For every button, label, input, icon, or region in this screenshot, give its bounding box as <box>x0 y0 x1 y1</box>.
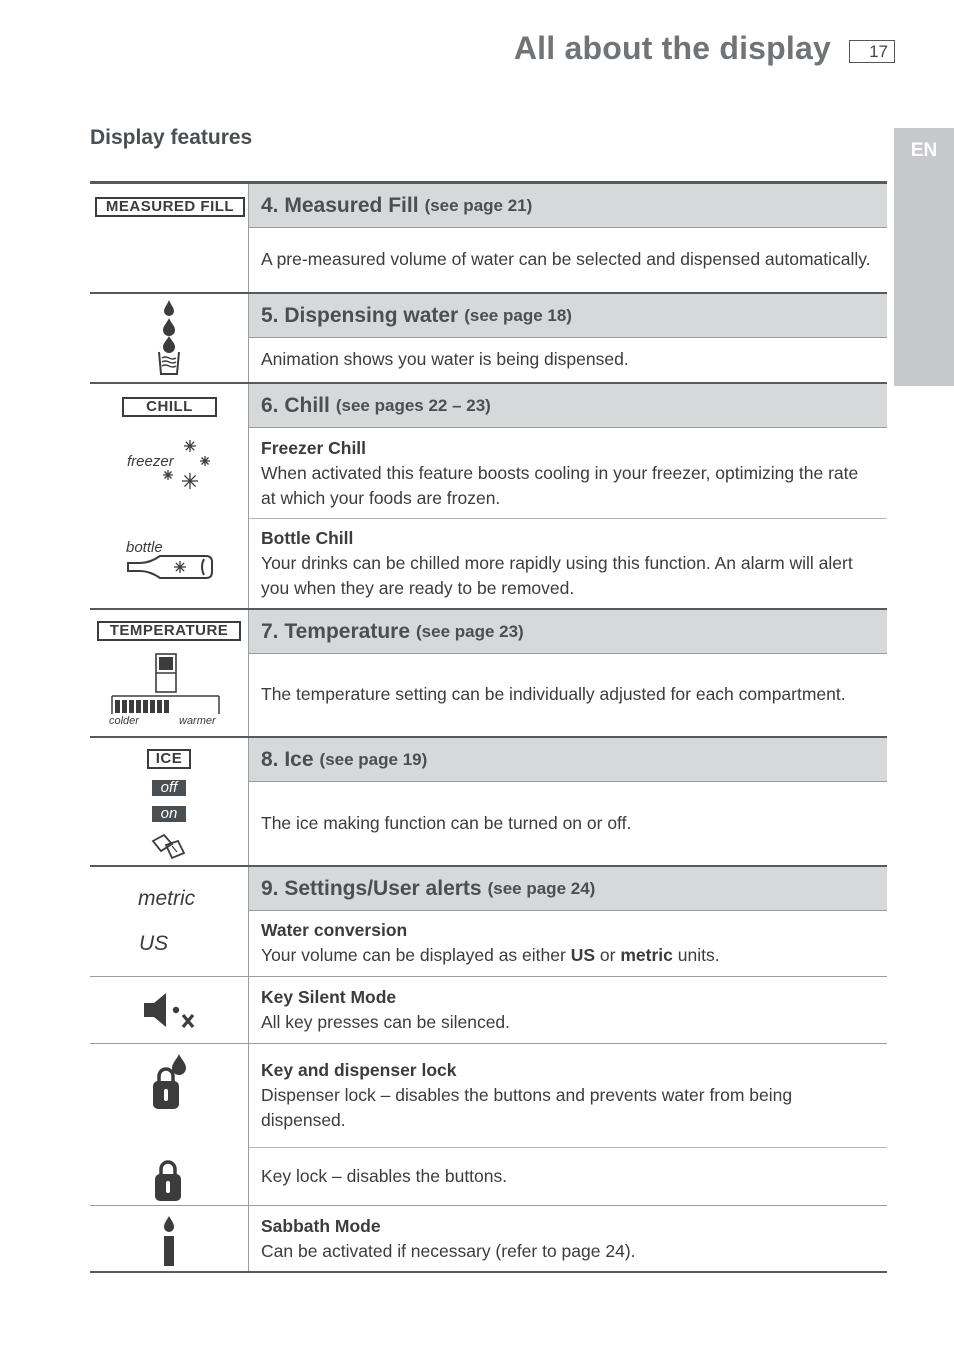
scale-colder-label: colder <box>109 715 139 727</box>
metric-unit-icon: metric <box>138 887 196 910</box>
measured-fill-icon-cell <box>90 184 249 292</box>
dispenser-lock-text: Dispenser lock – disables the buttons and prevents water from being dispensed. <box>261 1085 793 1130</box>
display-features-table <box>90 181 887 1273</box>
feature-temperature <box>90 610 887 738</box>
settings-title: 9. Settings/User alerts <box>261 876 482 900</box>
dispensing-heading <box>249 294 887 338</box>
chill-ref: (see pages 22 – 23) <box>335 395 491 415</box>
ice-heading <box>249 738 887 782</box>
sabbath-text: Can be activated if necessary (refer to page 24). <box>261 1241 636 1261</box>
sabbath-subtitle: Sabbath Mode <box>261 1216 381 1236</box>
ice-on-indicator: on <box>152 806 186 822</box>
water-conversion-block <box>249 911 887 975</box>
freezer-chill-subtitle: Freezer Chill <box>261 437 367 458</box>
measured-fill-label-icon: MEASURED FILL <box>95 197 245 217</box>
feature-lock <box>90 1044 887 1206</box>
settings-icon-cell <box>90 867 249 976</box>
ice-title: 8. Ice <box>261 747 314 771</box>
settings-heading <box>249 867 887 911</box>
temperature-text: The temperature setting can be individually adjusted for each compartment. <box>261 684 846 704</box>
bottle-icon-label: bottle <box>126 539 163 556</box>
ice-text: The ice making function can be turned on or off. <box>261 812 632 833</box>
water-conversion-text: Your volume can be displayed as either US or metric units. <box>261 945 720 965</box>
lock-icon-cell <box>90 1044 249 1205</box>
key-lock-text: Key lock – disables the buttons. <box>249 1147 887 1205</box>
ice-ref: (see page 19) <box>319 749 428 769</box>
measured-fill-text: A pre-measured volume of water can be selected and dispensed automatically. <box>261 249 871 269</box>
temperature-heading <box>249 610 887 654</box>
language-tab: EN <box>894 128 954 386</box>
temperature-ref: (see page 23) <box>416 621 524 641</box>
feature-ice <box>90 738 887 867</box>
snowflakes-icon <box>158 436 214 492</box>
feature-settings <box>90 867 887 977</box>
dispensing-ref: (see page 18) <box>464 305 572 325</box>
settings-ref: (see page 24) <box>487 878 596 898</box>
measured-fill-ref: (see page 21) <box>424 195 533 215</box>
dispenser-lock-block <box>249 1044 887 1147</box>
candle-icon <box>159 1214 179 1268</box>
temperature-icon-cell <box>90 610 249 736</box>
ice-off-indicator: off <box>152 780 186 796</box>
water-drops-glass-icon <box>154 298 184 378</box>
sabbath-icon-cell <box>90 1206 249 1271</box>
key-silent-subtitle: Key Silent Mode <box>261 987 397 1007</box>
freezer-icon-label: freezer <box>127 453 174 470</box>
us-unit-icon: US <box>139 932 169 955</box>
measured-fill-heading <box>249 184 887 228</box>
feature-sabbath <box>90 1206 887 1273</box>
lock-subtitle: Key and dispenser lock <box>261 1060 457 1080</box>
ice-cubes-icon <box>150 832 188 862</box>
speaker-muted-icon <box>142 991 198 1031</box>
bottle-chill-text: Your drinks can be chilled more rapidly using this function. An alarm will alert you when they are ready to be removed. <box>261 553 853 598</box>
key-silent-block <box>249 977 887 1043</box>
scale-warmer-label: warmer <box>179 715 216 727</box>
page-number: 17 <box>849 40 895 63</box>
dispensing-text: Animation shows you water is being dispensed. <box>261 349 629 369</box>
feature-measured-fill <box>90 184 887 294</box>
temperature-label-icon: TEMPERATURE <box>97 621 241 641</box>
dispensing-title: 5. Dispensing water <box>261 303 459 327</box>
freezer-chill-block <box>249 428 887 518</box>
chill-title: 6. Chill <box>261 393 330 417</box>
feature-key-silent <box>90 977 887 1044</box>
bottle-chill-subtitle: Bottle Chill <box>261 528 354 548</box>
dispensing-icon-cell <box>90 294 249 382</box>
ice-label-icon: ICE <box>147 749 191 769</box>
ice-icon-cell <box>90 738 249 865</box>
water-conversion-subtitle: Water conversion <box>261 920 408 940</box>
temperature-title: 7. Temperature <box>261 619 410 643</box>
temperature-scale-icon <box>110 694 222 716</box>
page-title: All about the display <box>513 30 831 66</box>
chill-label-icon: CHILL <box>122 397 217 417</box>
feature-dispensing-water <box>90 294 887 384</box>
bottle-chill-block <box>249 518 887 608</box>
key-lock-icon <box>152 1158 184 1202</box>
freezer-chill-text: When activated this feature boosts cooling in your freezer, optimizing the rate at which your foods are frozen. <box>261 462 859 508</box>
chill-heading <box>249 384 887 428</box>
fridge-icon <box>154 652 178 694</box>
dispenser-lock-icon <box>150 1052 190 1112</box>
chill-icon-cell <box>90 384 249 608</box>
silent-icon-cell <box>90 977 249 1043</box>
sabbath-block <box>249 1206 887 1272</box>
feature-chill <box>90 384 887 610</box>
section-title: Display features <box>90 126 253 149</box>
key-silent-text: All key presses can be silenced. <box>261 1012 511 1032</box>
measured-fill-title: 4. Measured Fill <box>261 193 419 217</box>
bottle-icon <box>126 552 216 582</box>
